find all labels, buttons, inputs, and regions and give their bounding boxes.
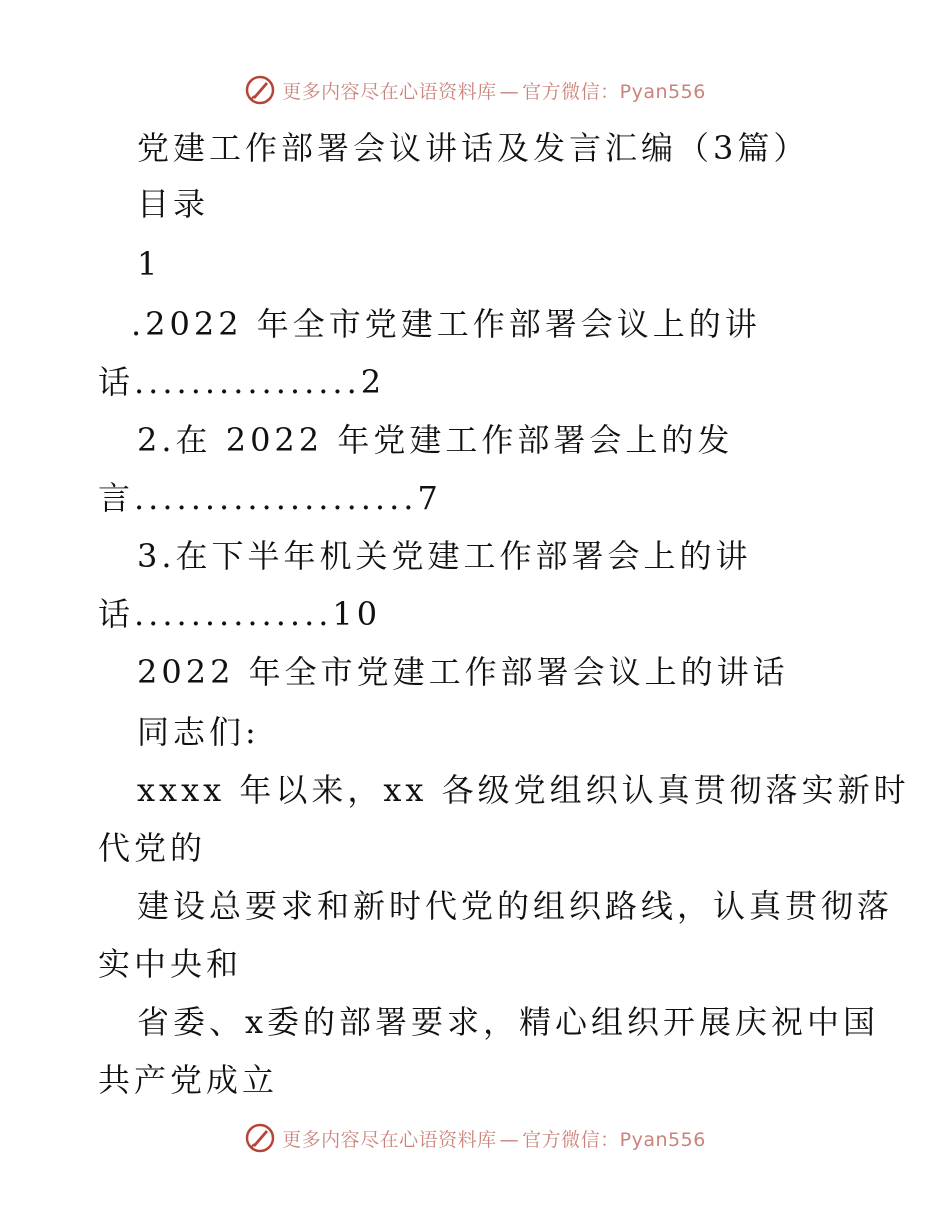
watermark-text: 更多内容尽在心语资料库 — 官方微信：Pyan556 [282,80,706,103]
document-title: 党建工作部署会议讲话及发言汇编（3篇） [137,129,810,167]
toc-item-2-text: 2.在 2022 年党建工作部署会上的发 [137,421,734,459]
paragraph-1-line-2: 代党的 [98,829,207,867]
footer-watermark [0,1118,950,1158]
paragraph-3-line-1: 省委、x委的部署要求，精心组织开展庆祝中国 [137,1003,880,1041]
toc-item-1-text: .2022 年全市党建工作部署会议上的讲 [131,305,761,343]
toc-item-2-leader: 言....................7 [98,479,442,517]
section-title: 2022 年全市党建工作部署会议上的讲话 [137,653,789,691]
salutation: 同志们: [137,713,260,751]
watermark-text: 更多内容尽在心语资料库 — 官方微信：Pyan556 [282,1128,706,1151]
toc-item-3-text: 3.在下半年机关党建工作部署会上的讲 [137,537,752,575]
toc-item-1-number: 1 [137,245,162,283]
paragraph-2-line-1: 建设总要求和新时代党的组织路线，认真贯彻落 [137,887,894,925]
toc-item-1-leader: 话................2 [98,363,386,401]
toc-item-3-leader: 话..............10 [98,595,382,633]
toc-heading: 目录 [137,185,210,223]
paragraph-3-line-2: 共产党成立 [98,1061,279,1099]
feather-seal-icon [244,1122,276,1154]
paragraph-1-line-1: xxxx 年以来，xx 各级党组织认真贯彻落实新时 [137,771,910,809]
paragraph-2-line-2: 实中央和 [98,945,243,983]
